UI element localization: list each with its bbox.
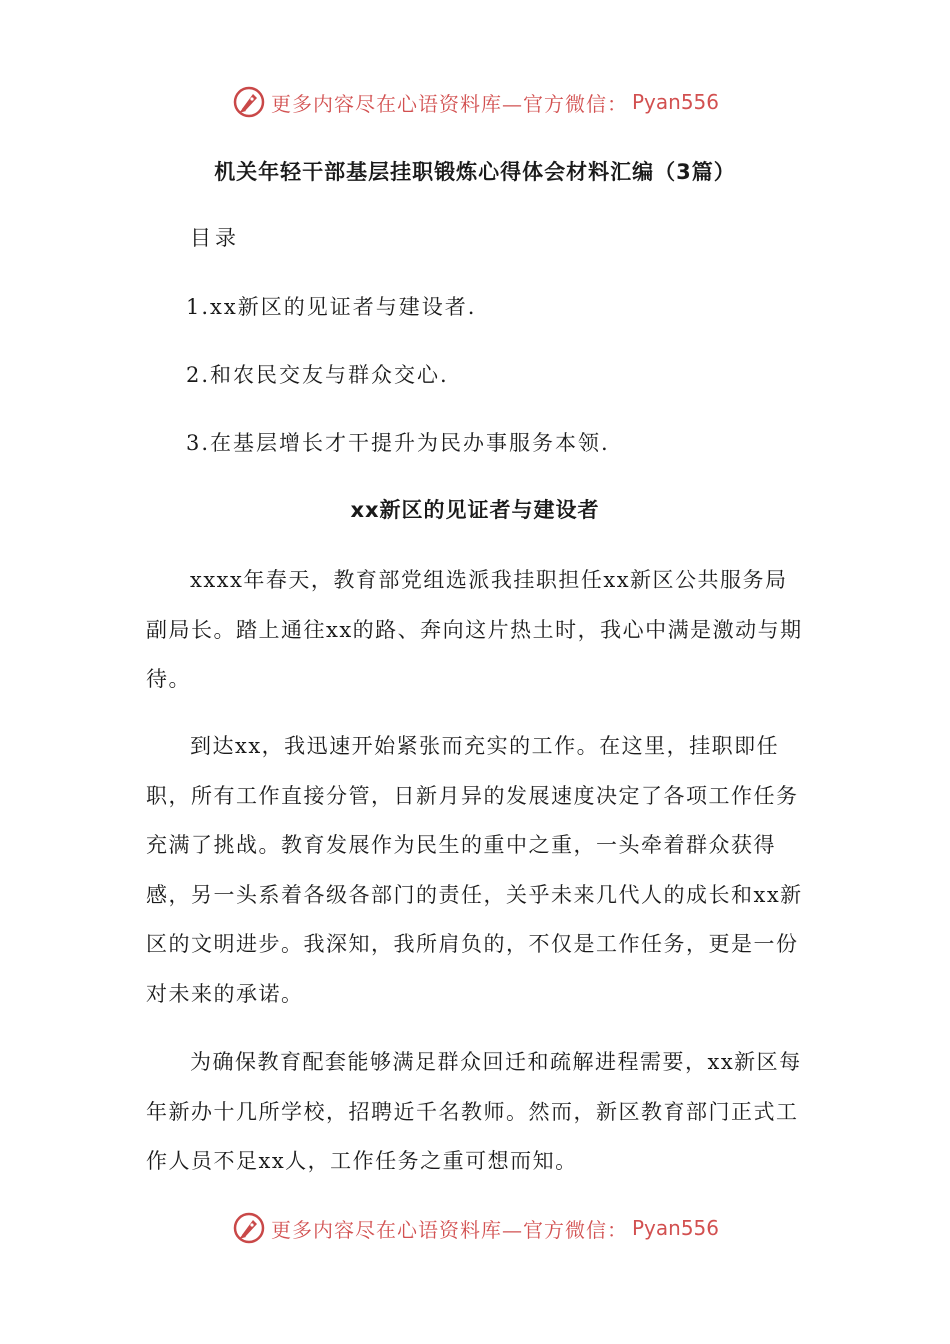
watermark-contact: Pyan556 bbox=[631, 90, 719, 114]
pen-nib-icon bbox=[231, 84, 267, 120]
watermark-text: 更多内容尽在心语资料库—官方微信： bbox=[270, 1217, 628, 1242]
watermark-text: 更多内容尽在心语资料库—官方微信： bbox=[270, 91, 628, 116]
body-paragraph: xxxx年春天，教育部党组选派我挂职担任xx新区公共服务局副局长。踏上通往xx的路、奔向这片热土时，我心中满是激动与期待。 bbox=[146, 568, 803, 691]
section-title: xx新区的见证者与建设者 bbox=[350, 498, 600, 522]
body-paragraph: 为确保教育配套能够满足群众回迁和疏解进程需要，xx新区每年新办十几所学校，招聘近千名教师。然而，新区教育部门正式工作人员不足xx人，工作任务之重可想而知。 bbox=[146, 1050, 802, 1173]
body-paragraph: 到达xx，我迅速开始紧张而充实的工作。在这里，挂职即任职，所有工作直接分管，日新月异的发展速度决定了各项工作任务充满了挑战。教育发展作为民生的重中之重，一头牵着群众获得感，另一头系着各级各部门的责任，关乎未来几代人的成长和xx新区的文明进步。我深知，我所肩负的，不仅是工作任务，更是一份对未来的承诺。 bbox=[146, 734, 803, 1006]
table-of-contents bbox=[186, 290, 610, 494]
document-title: 机关年轻干部基层挂职锻炼心得体会材料汇编（3篇） bbox=[214, 160, 736, 184]
toc-item: 1.xx新区的见证者与建设者. bbox=[186, 295, 477, 319]
footer-watermark bbox=[0, 1210, 950, 1246]
watermark-contact: Pyan556 bbox=[631, 1216, 719, 1240]
toc-item: 2.和农民交友与群众交心. bbox=[186, 363, 449, 387]
toc-heading: 目录 bbox=[190, 226, 240, 250]
pen-nib-icon bbox=[231, 1210, 267, 1246]
toc-item: 3.在基层增长才干提升为民办事服务本领. bbox=[186, 431, 610, 455]
header-watermark bbox=[0, 84, 950, 120]
